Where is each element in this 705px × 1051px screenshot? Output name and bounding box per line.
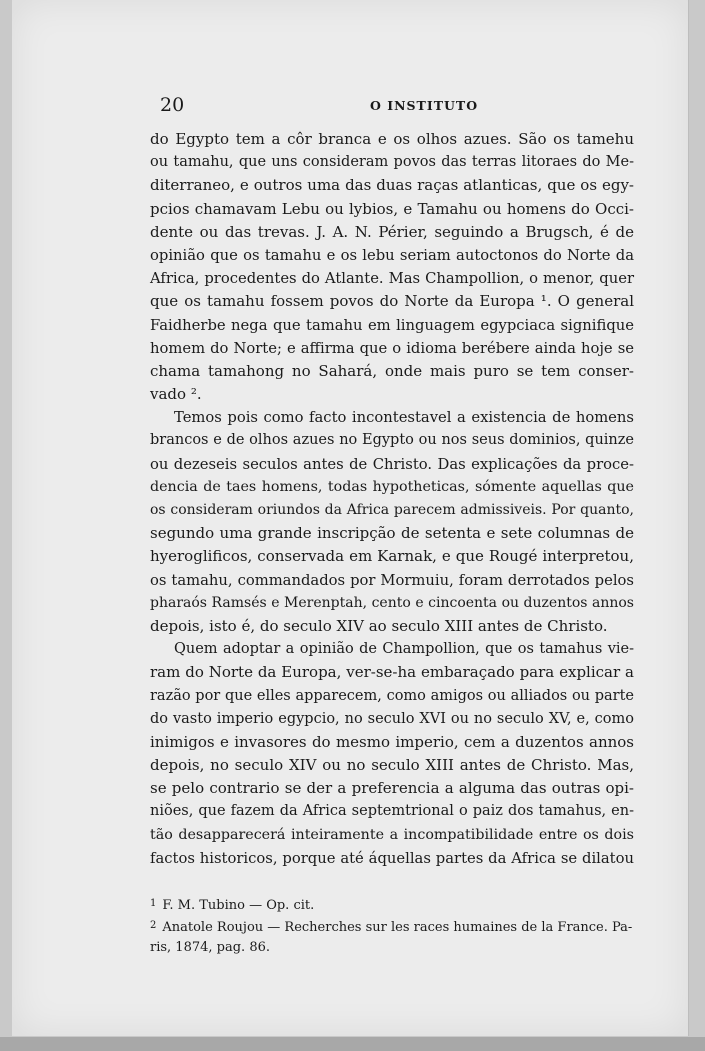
text-line: se pelo contrario se der a preferencia a alguma das outras opi-	[150, 779, 634, 798]
book-page	[12, 0, 689, 1036]
text-line: ou dezeseis seculos antes de Christo. Das explicações da proce-	[150, 455, 634, 473]
footnote-1	[150, 894, 634, 916]
text-line: segundo uma grande inscripção de setenta e sete columnas de	[150, 524, 634, 543]
body-text	[150, 128, 634, 870]
text-line: inimigos e invasores do mesmo imperio, cem a duzentos annos	[150, 732, 634, 751]
footnote-2	[150, 916, 634, 938]
text-line: dente ou das trevas. J. A. N. Périer, seguindo a Brugsch, é de	[150, 222, 634, 241]
footnotes	[150, 894, 634, 958]
footnote-text: F. M. Tubino — Op. cit.	[162, 898, 315, 913]
text-line: factos historicos, porque até áquellas partes da Africa se dilatou	[150, 849, 634, 867]
text-line: pharaós Ramsés e Merenptah, cento e cincoenta ou duzentos annos	[150, 594, 634, 611]
text-line: ou tamahu, que uns consideram povos das terras litoraes do Me-	[150, 154, 634, 171]
text-line: os tamahu, commandados por Mormuiu, foram derrotados pelos	[150, 571, 634, 589]
text-line: Faidherbe nega que tamahu em linguagem egypciaca signifique	[150, 316, 634, 334]
text-line: vado ².	[150, 385, 202, 404]
text-line: ram do Norte da Europa, ver-se-ha embaraçado para explicar a	[150, 663, 634, 682]
text-line: dencia de taes homens, todas hypotheticas, sómente aquellas que	[150, 478, 634, 495]
page-edge	[0, 1037, 705, 1051]
text-line: homem do Norte; e affirma que o idioma berébere ainda hoje se	[150, 339, 634, 357]
page-number: 20	[160, 94, 185, 116]
text-line: os consideram oriundos da Africa parecem admissiveis. Por quanto,	[150, 502, 634, 518]
text-line: razão por que elles apparecem, como amigos ou alliados ou parte	[150, 687, 634, 704]
text-line: opinião que os tamahu e os lebu seriam autoctonos do Norte da	[150, 246, 634, 264]
text-line: chama tamahong no Sahará, onde mais puro se tem conser-	[150, 361, 634, 380]
footnote-2-continued: ris, 1874, pag. 86.	[150, 940, 270, 955]
running-title: O INSTITUTO	[370, 98, 479, 113]
text-line: diterraneo, e outros uma das duas raças atlanticas, que os egy-	[150, 176, 634, 195]
text-line: Quem adoptar a opinião de Champollion, que os tamahus vie-	[174, 641, 634, 658]
text-line: que os tamahu fossem povos do Norte da Europa ¹. O general	[150, 292, 634, 311]
text-line: depois, isto é, do seculo XIV ao seculo XIII antes de Christo.	[150, 616, 608, 635]
footnote-mark: 1	[150, 898, 157, 909]
text-line: brancos e de olhos azues no Egypto ou nos seus dominios, quinze	[150, 432, 634, 449]
footnote-text: Anatole Roujou — Recherches sur les races humaines de la France. Pa-	[162, 920, 633, 935]
text-line: do Egypto tem a côr branca e os olhos azues. São os tamehu	[150, 130, 634, 148]
text-line: Africa, procedentes do Atlante. Mas Champollion, o menor, quer	[150, 270, 634, 288]
text-line: depois, no seculo XIV ou no seculo XIII antes de Christo. Mas,	[150, 756, 634, 775]
text-line: hyeroglificos, conservada em Karnak, e que Rougé interpretou,	[150, 547, 634, 566]
text-line: pcios chamavam Lebu ou lybios, e Tamahu ou homens do Occi-	[150, 199, 634, 218]
footnote-mark: 2	[150, 920, 157, 931]
text-line: do vasto imperio egypcio, no seculo XVI ou no seculo XV, e, como	[150, 710, 634, 727]
text-line: tão desapparecerá inteiramente a incompatibilidade entre os dois	[150, 826, 634, 843]
text-line: niões, que fazem da Africa septemtrional o paiz dos tamahus, en-	[150, 803, 634, 820]
page-header	[12, 94, 688, 118]
text-line: Temos pois como facto incontestavel a existencia de homens	[174, 409, 634, 427]
